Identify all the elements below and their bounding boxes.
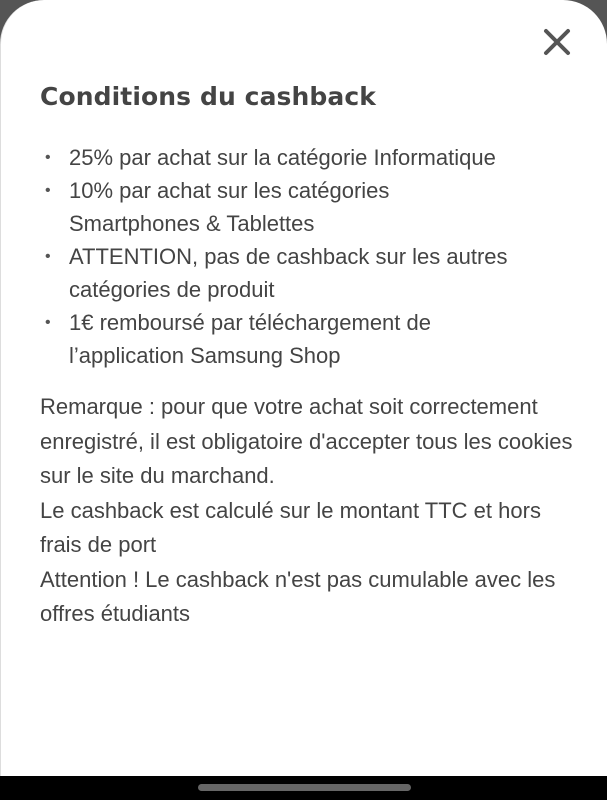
condition-item: [41, 240, 581, 306]
condition-text-cont: catégories de produit: [69, 277, 275, 302]
condition-text: 10% par achat sur les catégories: [69, 178, 390, 203]
condition-text-cont: l’application Samsung Shop: [69, 343, 341, 368]
bullet-icon: •: [45, 314, 51, 331]
remark-ttc: Le cashback est calculé sur le montant TTC et hors frais de port: [40, 497, 541, 557]
bullet-icon: •: [45, 248, 51, 265]
condition-text-cont: Smartphones & Tablettes: [69, 211, 315, 236]
condition-item: [41, 174, 581, 240]
bullet-icon: •: [45, 149, 51, 166]
remark-students: Attention ! Le cashback n'est pas cumulable avec les offres étudiants: [40, 566, 556, 626]
home-gesture-handle[interactable]: [198, 784, 411, 791]
condition-item: [41, 306, 581, 372]
condition-item: [41, 141, 581, 174]
remark-cookies: Remarque : pour que votre achat soit correctement enregistré, il est obligatoire d'accepter tous les cookies sur le site du marchand.: [40, 394, 573, 488]
bullet-icon: •: [45, 182, 51, 199]
condition-text: 1€ remboursé par téléchargement de: [69, 310, 431, 335]
condition-text: 25% par achat sur la catégorie Informatique: [69, 145, 496, 170]
remarks-section: [40, 390, 585, 632]
condition-text: ATTENTION, pas de cashback sur les autres: [69, 244, 508, 269]
system-navigation-bar: [0, 776, 607, 800]
close-icon: [543, 28, 571, 56]
sheet-title: Conditions du cashback: [40, 82, 377, 111]
close-button[interactable]: [537, 22, 577, 62]
conditions-list: [41, 141, 581, 372]
